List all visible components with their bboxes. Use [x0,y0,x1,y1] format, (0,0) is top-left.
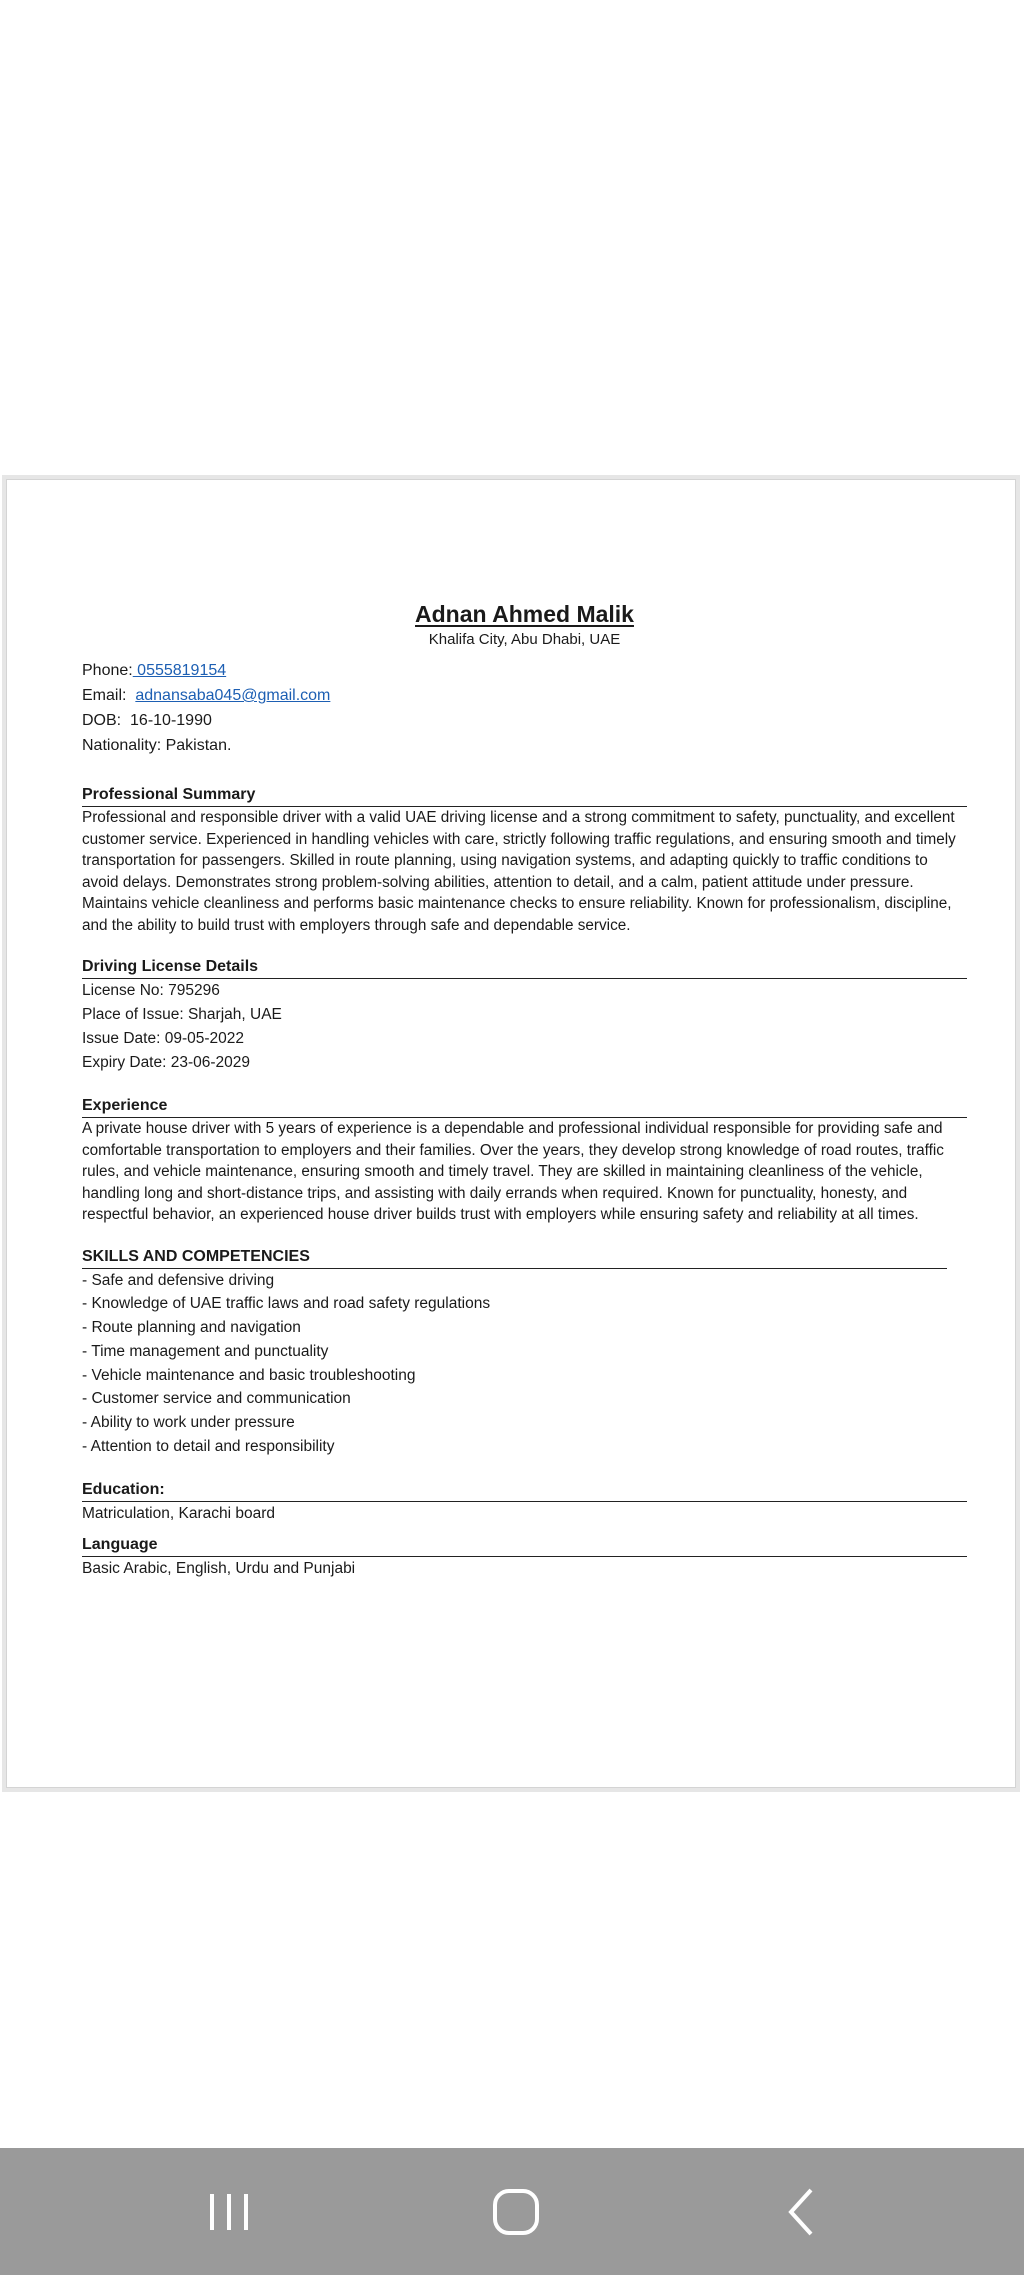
back-glyph [775,2184,831,2240]
license-number: License No: 795296 [82,982,220,999]
candidate-name: Adnan Ahmed Malik [415,601,634,627]
education-text: Matriculation, Karachi board [82,1504,275,1522]
recent-apps-icon[interactable] [201,2184,257,2240]
candidate-address: Khalifa City, Abu Dhabi, UAE [428,631,621,648]
system-navigation-bar [0,2148,1024,2275]
recent-apps-glyph [201,2184,257,2240]
phone-link[interactable]: 0555819154 [132,662,227,679]
home-icon[interactable] [488,2184,544,2240]
phone-line [82,658,967,683]
license-expiry-date: Expiry Date: 23-06-2029 [82,1054,251,1071]
language-heading: Language [82,1534,967,1557]
summary-heading: Professional Summary [82,784,967,807]
resume-content [82,600,967,1581]
skill-item: - Safe and defensive driving [82,1271,275,1289]
license-issue-date: Issue Date: 09-05-2022 [82,1030,244,1047]
email-line [82,683,967,708]
language-text: Basic Arabic, English, Urdu and Punjabi [82,1559,356,1577]
skill-item: - Attention to detail and responsibility [82,1438,335,1456]
email-link[interactable]: adnansaba045@gmail.com [135,687,331,704]
back-icon[interactable] [775,2184,831,2240]
skill-item: - Vehicle maintenance and basic troubleshooting [82,1366,416,1384]
experience-heading: Experience [82,1095,967,1118]
summary-text: Professional and responsible driver with a valid UAE driving license and a strong commitment to safety, punctuality, and excellent customer service. Experienced in handling vehicles with care, strictly following traffic regulations, and ensuring smooth and timely transportation for passengers. Skilled in route planning, using navigation systems, and adapting quickly to traffic conditions to avoid delays. Demonstrates strong problem-solving abilities, attention to detail, and a calm, patient attitude under pressure. Maintains vehicle cleanliness and performs basic maintenance checks to ensure reliability. Known for professionalism, discipline, and the ability to build trust with employers through safe and dependable service. [82,809,956,934]
skill-item: - Ability to work under pressure [82,1414,295,1432]
dob-value: 16-10-1990 [130,712,212,729]
skill-item: - Time management and punctuality [82,1342,329,1360]
skill-item: - Customer service and communication [82,1390,351,1408]
resume-page [6,479,1016,1788]
skill-item: - Knowledge of UAE traffic laws and road safety regulations [82,1295,491,1313]
dob-line [82,708,967,733]
license-place-of-issue: Place of Issue: Sharjah, UAE [82,1006,282,1023]
home-glyph [488,2184,544,2240]
nationality-line: Nationality: Pakistan. [82,737,232,754]
phone-label: Phone: [82,662,133,679]
license-heading: Driving License Details [82,956,967,979]
skills-heading: SKILLS AND COMPETENCIES [82,1246,947,1269]
education-heading: Education: [82,1479,967,1502]
skill-item: - Route planning and navigation [82,1319,301,1337]
email-label: Email: [82,687,127,704]
experience-text: A private house driver with 5 years of experience is a dependable and professional individual responsible for providing safe and comfortable transportation to employers and their families. Over the years, they develop strong knowledge of road routes, traffic rules, and vehicle maintenance, ensuring smooth and timely travel. They are skilled in maintaining cleanliness of the vehicle, handling long and short-distance trips, and assisting with daily errands when required. Known for punctuality, honesty, and respectful behavior, an experienced house driver builds trust with employers while ensuring safety and reliability at all times. [82,1120,944,1223]
dob-label: DOB: [82,712,122,729]
